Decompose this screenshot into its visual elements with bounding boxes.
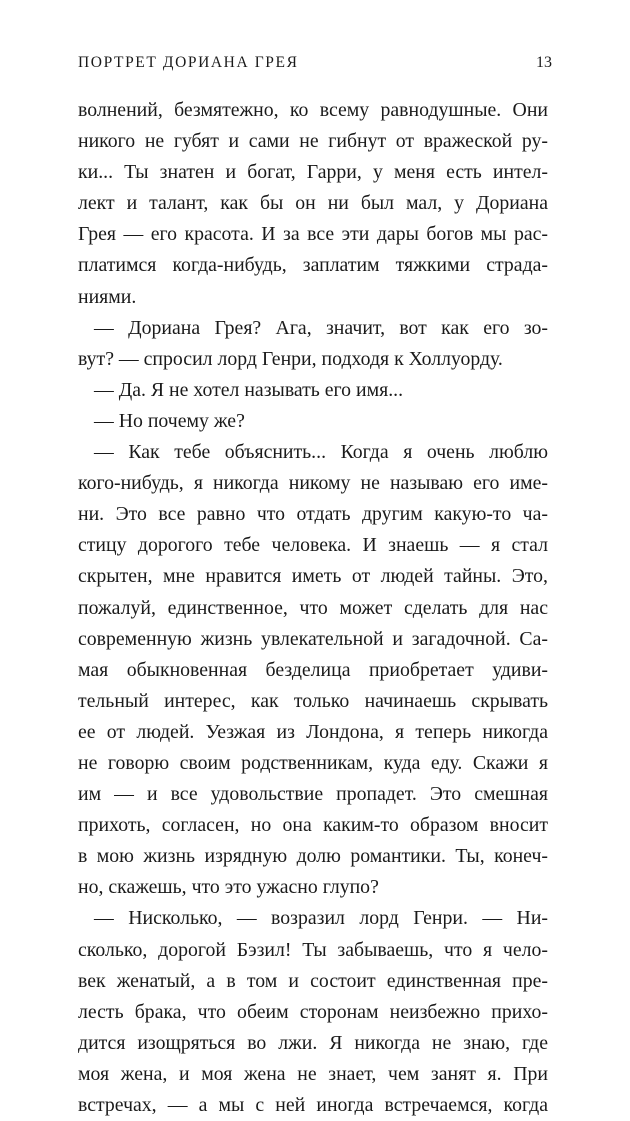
text-line: кого-нибудь, я никогда никому не называю его име-	[78, 472, 548, 495]
text-line: ни. Это все равно что отдать другим какую-то ча-	[78, 503, 548, 526]
text-line: — Нисколько, — возразил лорд Генри. — Ни-	[94, 907, 548, 930]
text-line: — Дориана Грея? Ага, значит, вот как его зо-	[94, 316, 548, 339]
text-line: сколько, дорогой Бэзил! Ты забываешь, что я чело-	[78, 938, 548, 961]
text-line: вут? — спросил лорд Генри, подходя к Холлуорду.	[78, 347, 503, 370]
text-line: ее от людей. Уезжая из Лондона, я теперь никогда	[78, 720, 548, 743]
text-line: ки... Ты знатен и богат, Гарри, у меня есть интел-	[78, 161, 548, 184]
text-line: — Да. Я не хотел называть его имя...	[94, 378, 404, 401]
text-line: платимся когда-нибудь, заплатим тяжкими страда-	[78, 254, 548, 277]
text-line: никого не губят и сами не гибнут от вражеской ру-	[78, 130, 548, 153]
text-line: в мою жизнь изрядную долю романтики. Ты, конеч-	[78, 845, 548, 868]
text-line: прихоть, согласен, но она каким-то образом вносит	[78, 814, 548, 837]
text-line: — Но почему же?	[94, 409, 245, 432]
text-line: скрытен, мне нравится иметь от людей тайны. Это,	[78, 565, 548, 588]
text-line: встречах, — а мы с ней иногда встречаемся, когда	[78, 1094, 548, 1116]
text-line: Грея — его красота. И за все эти дары богов мы рас-	[78, 223, 548, 246]
text-line: лект и талант, как бы он ни был мал, у Дориана	[78, 192, 548, 215]
text-line: современную жизнь увлекательной и загадочной. Са-	[78, 627, 548, 650]
page-number: 13	[536, 54, 552, 71]
text-line: мая обыкновенная безделица приобретает удиви-	[78, 658, 548, 681]
running-header	[78, 54, 552, 80]
text-line: им — и все удовольствие пропадет. Это смешная	[78, 783, 548, 806]
text-line: пожалуй, единственное, что может сделать для нас	[78, 596, 548, 619]
text-line: моя жена, и моя жена не знает, чем занят я. При	[78, 1062, 548, 1085]
text-line: не говорю своим родственникам, куда еду. Скажи я	[78, 751, 548, 774]
text-line: век женатый, а в том и состоит единственная пре-	[78, 969, 548, 992]
text-line: дится изощряться во лжи. Я никогда не знаю, где	[78, 1031, 548, 1054]
text-line: ниями.	[78, 285, 137, 308]
text-line: стицу дорогого тебе человека. И знаешь — я стал	[78, 534, 548, 557]
text-line: волнений, безмятежно, ко всему равнодушные. Они	[78, 99, 548, 121]
text-line: — Как тебе объяснить... Когда я очень люблю	[94, 441, 548, 464]
running-title: ПОРТРЕТ ДОРИАНА ГРЕЯ	[78, 54, 299, 71]
body-text	[78, 95, 548, 1121]
text-line: тельный интерес, как только начинаешь скрывать	[78, 689, 548, 712]
text-line: но, скажешь, что это ужасно глупо?	[78, 876, 379, 899]
text-line: лесть брака, что обеим сторонам неизбежно прихо-	[78, 1000, 548, 1023]
